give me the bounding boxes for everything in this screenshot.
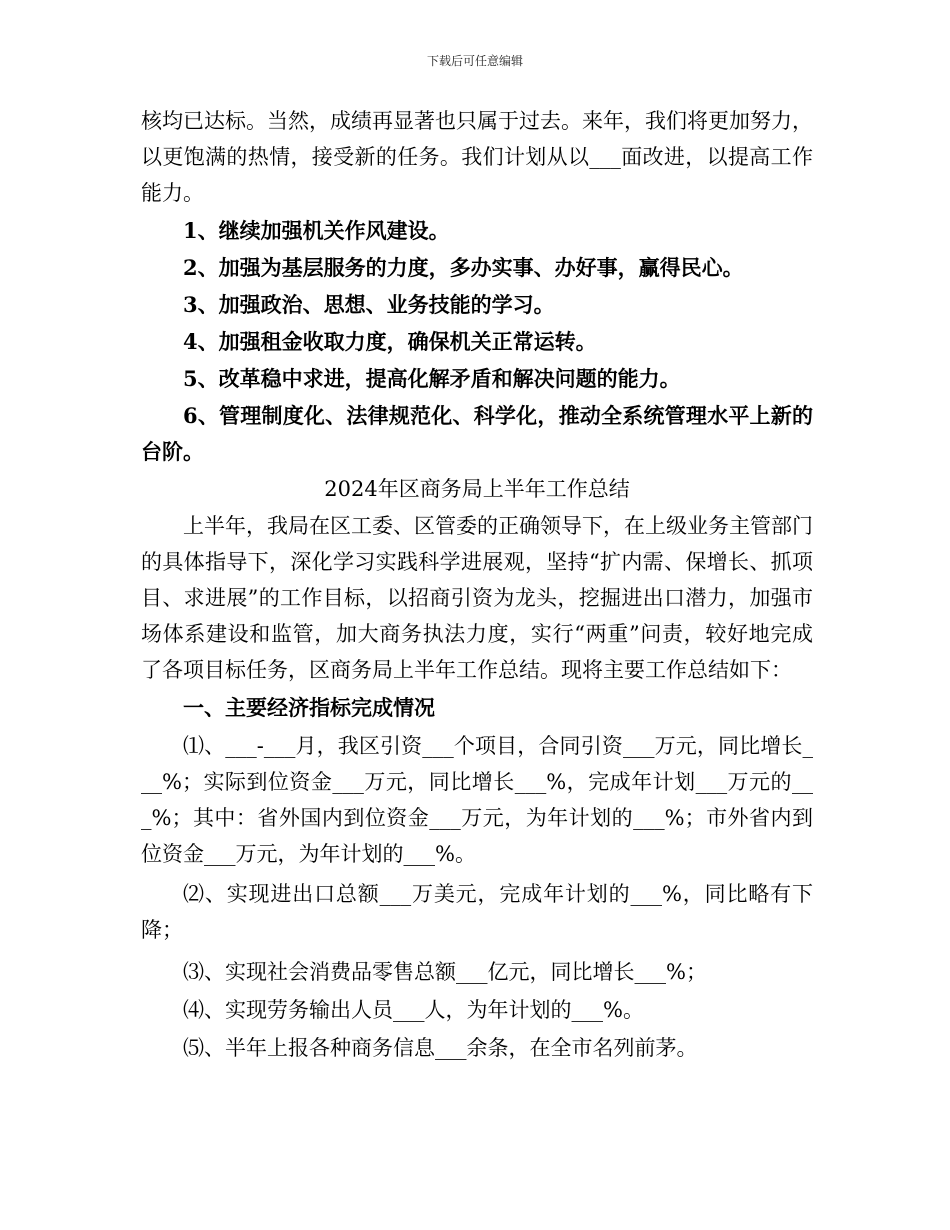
plan-item-6: 6、管理制度化、法律规范化、科学化，推动全系统管理水平上新的台阶。 (141, 403, 813, 464)
plan-item-3: 3、加强政治、思想、业务技能的学习。 (183, 292, 555, 317)
section-heading: 一、主要经济指标完成情况 (183, 695, 435, 720)
indicator-item-2: ⑵、实现进出口总额___万美元，完成年计划的___%，同比略有下降； (141, 882, 813, 942)
plan-item-2: 2、加强为基层服务的力度，多办实事、办好事，赢得民心。 (183, 255, 744, 280)
plan-item-5: 5、改革稳中求进，提高化解矛盾和解决问题的能力。 (183, 366, 681, 391)
page-header: 下载后可任意编辑 (426, 54, 523, 68)
indicator-item-1: ⑴、___-___月，我区引资___个项目，合同引资___万元，同比增长___%；实际到位资金___万元，同比增长___%，完成年计划___万元的___%；其中：省外国内到位资金___万元，为年计划的___%；市外省内到位资金___万元，为年计划的___%。 (141, 734, 813, 866)
indicator-item-3: ⑶、实现社会消费品零售总额___亿元，同比增长___%； (183, 960, 707, 984)
plan-item-1: 1、继续加强机关作风建设。 (183, 218, 450, 243)
summary-paragraph: 上半年，我局在区工委、区管委的正确领导下，在上级业务主管部门的具体指导下，深化学习实践科学进展观，坚持“扩内需、保增长、抓项目、求进展”的工作目标，以招商引资为龙头，挖掘进出口潜力，加强市场体系建设和监管，加大商务执法力度，实行“两重”问责，较好地完成了各项目标任务，区商务局上半年工作总结。现将主要工作总结如下： (141, 514, 813, 682)
indicator-item-5: ⑸、半年上报各种商务信息___余条，在全市名列前茅。 (183, 1036, 698, 1060)
document-body (141, 103, 813, 1066)
intro-paragraph: 核均已达标。当然，成绩再显著也只属于过去。来年，我们将更加努力，以更饱满的热情，接受新的任务。我们计划从以___面改进，以提高工作能力。 (141, 109, 813, 205)
document-title: 2024年区商务局上半年工作总结 (324, 477, 630, 501)
indicator-item-4: ⑷、实现劳务输出人员___人，为年计划的___%。 (183, 998, 644, 1022)
plan-item-4: 4、加强租金收取力度，确保机关正常运转。 (183, 329, 597, 354)
